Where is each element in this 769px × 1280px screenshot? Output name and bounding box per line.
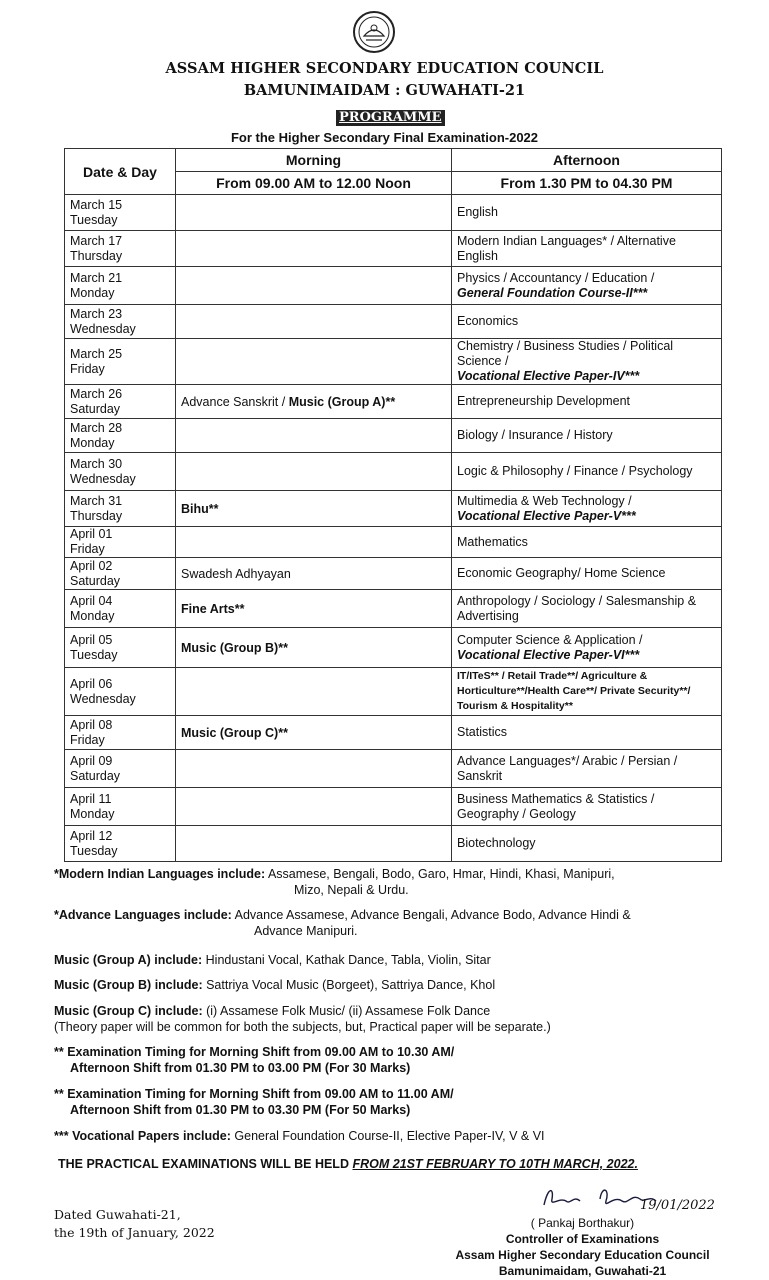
afternoon-time-header: From 1.30 PM to 04.30 PM [452,172,722,195]
morning-cell [176,385,452,419]
council-title: ASSAM HIGHER SECONDARY EDUCATION COUNCIL [165,60,604,77]
date-cell [65,385,176,419]
morning-time-header: From 09.00 AM to 12.00 Noon [176,172,452,195]
note-music-b [54,977,714,993]
table-row [65,668,722,716]
note-timing-50-line2: Afternoon Shift from 01.30 PM to 03.30 PM (For 50 Marks) [70,1103,411,1117]
day-text: Saturday [70,768,121,783]
date-text: April 11 [70,791,112,806]
date-text: March 23 [70,306,123,321]
signatory-title: Controller of Examinations [505,1232,660,1246]
morning-subject-bold: Music (Group A)** [288,394,396,409]
note-vocational-heading: *** Vocational Papers include: [54,1129,231,1143]
afternoon-subject: Computer Science & Application / [457,632,643,647]
note-music-a-heading: Music (Group A) include: [54,953,203,967]
morning-subject-bold: Music (Group B)** [181,640,288,655]
note-timing-50-line1: ** Examination Timing for Morning Shift from 09.00 AM to 11.00 AM/ [54,1087,454,1101]
morning-cell [176,195,452,231]
afternoon-cell [452,628,722,668]
practical-notice-dates: FROM 21ST FEBRUARY TO 10TH MARCH, 2022. [352,1157,638,1171]
morning-cell [176,453,452,491]
afternoon-cell [452,590,722,628]
date-text: April 02 [70,558,113,573]
signatory-address: Bamunimaidam, Guwahati-21 [498,1264,667,1278]
afternoon-subject: Chemistry / Business Studies / Political Science / [457,339,674,368]
date-text: April 01 [70,527,113,541]
morning-cell [176,231,452,267]
date-text: April 04 [70,593,113,608]
note-music-c-text2: (Theory paper will be common for both the subjects, but, Practical paper will be separate.) [54,1020,551,1034]
afternoon-subject: English [457,205,498,219]
date-text: March 21 [70,270,123,285]
note-advance-text: Advance Assamese, Advance Bengali, Advance Bodo, Advance Hindi & [234,908,631,922]
date-text: April 09 [70,753,113,768]
date-cell [65,788,176,826]
note-music-c-heading: Music (Group C) include: [54,1004,203,1018]
afternoon-subject-bold: Vocational Elective Paper-VI*** [457,647,640,662]
morning-subject-bold: Bihu** [181,501,219,516]
table-row [65,558,722,590]
afternoon-subject: Advance Languages*/ Arabic / Persian / Sanskrit [457,753,678,783]
morning-subject-bold: Fine Arts** [181,601,245,616]
date-cell [65,267,176,305]
afternoon-subject-vocational: IT/ITeS** / Retail Trade**/ Agriculture & Horticulture**/Health Care**/ Private Security**/ Tourism & Hospitality** [457,670,691,712]
date-cell [65,826,176,862]
table-row [65,419,722,453]
date-cell [65,231,176,267]
afternoon-subject: Economic Geography/ Home Science [457,566,666,580]
note-mil [54,866,714,898]
morning-cell [176,558,452,590]
morning-cell [176,419,452,453]
afternoon-subject-bold: Vocational Elective Paper-V*** [457,508,636,523]
note-mil-text: Assamese, Bengali, Bodo, Garo, Hmar, Hindi, Khasi, Manipuri, [267,867,615,881]
date-text: April 12 [70,828,113,843]
afternoon-cell [452,267,722,305]
afternoon-cell [452,788,722,826]
afternoon-cell [452,491,722,527]
day-text: Thursday [70,248,123,263]
date-cell [65,628,176,668]
day-text: Wednesday [70,321,136,336]
dated-date: the 19th of January, 2022 [54,1225,215,1240]
date-text: March 28 [70,420,123,435]
afternoon-subject-bold: Vocational Elective Paper-IV*** [457,369,640,383]
table-row [65,267,722,305]
note-timing-30 [54,1044,714,1076]
afternoon-subject: Business Mathematics & Statistics / Geography / Geology [457,791,655,821]
afternoon-subject: Physics / Accountancy / Education / [457,270,655,285]
morning-cell [176,305,452,339]
note-timing-30-line2: Afternoon Shift from 01.30 PM to 03.00 PM (For 30 Marks) [70,1061,411,1075]
day-text: Friday [70,542,105,556]
note-vocational [54,1128,714,1144]
day-text: Monday [70,435,115,450]
afternoon-subject-bold: General Foundation Course-II*** [457,285,648,300]
note-music-a-text: Hindustani Vocal, Kathak Dance, Tabla, Violin, Sitar [205,953,491,967]
morning-subject-bold: Music (Group C)** [181,725,288,740]
day-text: Saturday [70,573,121,588]
day-text: Friday [70,732,105,747]
note-timing-50 [54,1086,714,1118]
table-row [65,527,722,558]
note-advance-text2: Advance Manipuri. [254,924,358,938]
morning-column-header: Morning [176,149,452,172]
date-text: March 30 [70,456,123,471]
date-text: April 05 [70,632,113,647]
dated-place: Dated Guwahati-21, [54,1207,181,1222]
table-row [65,231,722,267]
signature-date: 19/01/2022 [640,1198,715,1213]
dated-block [54,1206,215,1242]
afternoon-subject: Modern Indian Languages* / Alternative English [457,233,676,263]
morning-cell [176,750,452,788]
note-advance [54,907,714,939]
table-row [65,385,722,419]
date-cell [65,590,176,628]
date-text: April 08 [70,717,113,732]
afternoon-cell [452,558,722,590]
note-music-c [54,1003,714,1035]
afternoon-subject: Economics [457,314,519,328]
table-row [65,590,722,628]
afternoon-subject: Biology / Insurance / History [457,428,613,442]
morning-cell [176,668,452,716]
date-cell [65,716,176,750]
day-text: Tuesday [70,212,118,227]
afternoon-cell [452,453,722,491]
day-text: Friday [70,361,105,376]
date-cell [65,527,176,558]
programme-heading: PROGRAMME [336,110,445,126]
date-cell [65,419,176,453]
council-emblem-icon [352,10,396,54]
date-cell [65,668,176,716]
afternoon-subject: Statistics [457,725,508,739]
date-text: April 06 [70,676,113,691]
morning-cell [176,491,452,527]
afternoon-cell [452,750,722,788]
afternoon-cell [452,527,722,558]
afternoon-subject: Anthropology / Sociology / Salesmanship & Advertising [457,593,697,623]
signatory-org: Assam Higher Secondary Education Council [455,1248,710,1262]
date-cell [65,750,176,788]
day-text: Tuesday [70,843,118,858]
exam-schedule-table [64,148,722,862]
date-cell [65,339,176,385]
afternoon-column-header: Afternoon [452,149,722,172]
afternoon-subject: Mathematics [457,534,528,549]
afternoon-cell [452,231,722,267]
day-text: Saturday [70,401,121,416]
note-music-b-text: Sattriya Vocal Music (Borgeet), Sattriya Dance, Khol [206,978,496,992]
afternoon-cell [452,305,722,339]
table-row [65,305,722,339]
date-text: March 26 [70,386,123,401]
day-text: Thursday [70,508,123,523]
day-text: Monday [70,608,115,623]
afternoon-subject: Multimedia & Web Technology / [457,493,632,508]
note-music-b-heading: Music (Group B) include: [54,978,203,992]
day-text: Wednesday [70,471,136,486]
council-address: BAMUNIMAIDAM : GUWAHATI-21 [243,82,526,99]
practical-exam-notice [58,1157,638,1171]
note-advance-heading: *Advance Languages include: [54,908,232,922]
date-column-header: Date & Day [65,149,176,195]
morning-cell [176,590,452,628]
note-mil-heading: *Modern Indian Languages include: [54,867,266,881]
note-timing-30-line1: ** Examination Timing for Morning Shift from 09.00 AM to 10.30 AM/ [54,1045,455,1059]
morning-cell [176,628,452,668]
date-cell [65,491,176,527]
morning-subject: Swadesh Adhyayan [181,566,291,581]
morning-cell [176,788,452,826]
afternoon-subject: Entrepreneurship Development [457,394,631,408]
date-cell [65,558,176,590]
day-text: Monday [70,806,115,821]
exam-subtitle: For the Higher Secondary Final Examination-2022 [230,130,539,145]
day-text: Tuesday [70,647,118,662]
signatory-name: ( Pankaj Borthakur) [530,1216,635,1230]
date-cell [65,195,176,231]
table-row [65,750,722,788]
date-cell [65,305,176,339]
note-vocational-text: General Foundation Course-II, Elective Paper-IV, V & VI [234,1129,545,1143]
day-text: Wednesday [70,691,136,706]
note-music-c-text: (i) Assamese Folk Music/ (ii) Assamese Folk Dance [206,1004,491,1018]
day-text: Monday [70,285,115,300]
table-row [65,826,722,862]
table-row [65,491,722,527]
morning-cell [176,267,452,305]
afternoon-cell [452,385,722,419]
date-text: March 31 [70,493,123,508]
morning-cell [176,527,452,558]
afternoon-cell [452,716,722,750]
date-text: March 25 [70,346,123,361]
afternoon-subject: Logic & Philosophy / Finance / Psychology [457,464,693,478]
afternoon-cell [452,195,722,231]
note-mil-text2: Mizo, Nepali & Urdu. [294,883,409,897]
afternoon-cell [452,826,722,862]
date-text: March 17 [70,233,123,248]
date-cell [65,453,176,491]
afternoon-cell [452,668,722,716]
morning-cell [176,826,452,862]
morning-cell [176,339,452,385]
table-row [65,628,722,668]
date-text: March 15 [70,197,123,212]
note-music-a [54,952,714,968]
table-row [65,195,722,231]
morning-cell [176,716,452,750]
table-row [65,339,722,385]
table-row [65,453,722,491]
table-row [65,716,722,750]
table-row [65,788,722,826]
afternoon-subject: Biotechnology [457,836,536,850]
afternoon-cell [452,419,722,453]
afternoon-cell [452,339,722,385]
practical-notice-text: THE PRACTICAL EXAMINATIONS WILL BE HELD [58,1157,349,1171]
morning-subject: Advance Sanskrit / [181,394,289,409]
